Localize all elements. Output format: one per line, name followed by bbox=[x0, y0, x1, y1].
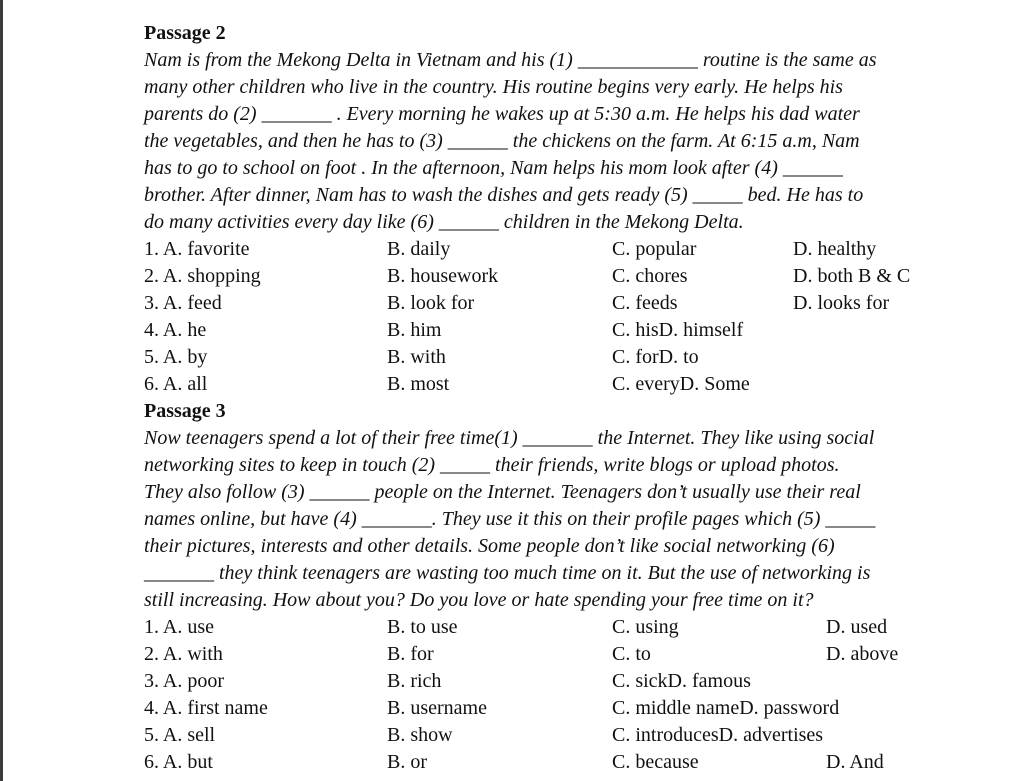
option-c: C. everyD. Some bbox=[612, 373, 750, 395]
option-b: B. show bbox=[387, 724, 453, 746]
option-c: C. forD. to bbox=[612, 346, 699, 368]
option-c: C. popular bbox=[612, 238, 697, 260]
passage-3-heading: Passage 3 bbox=[144, 400, 226, 422]
option-c: C. because bbox=[612, 751, 699, 773]
passage-3-line: They also follow (3) ______ people on the Internet. Teenagers don’t usually use their real bbox=[144, 481, 861, 503]
option-a: 6. A. but bbox=[144, 751, 213, 773]
option-b: B. daily bbox=[387, 238, 451, 260]
option-a: 4. A. first name bbox=[144, 697, 268, 719]
passage-3-question-row bbox=[144, 641, 944, 668]
option-d: D. And bbox=[826, 751, 884, 773]
option-c: C. feeds bbox=[612, 292, 678, 314]
option-b: B. to use bbox=[387, 616, 458, 638]
passage-2-line: Nam is from the Mekong Delta in Vietnam and his (1) ____________ routine is the same as bbox=[144, 49, 877, 71]
page-left-border bbox=[0, 0, 3, 781]
option-b: B. username bbox=[387, 697, 487, 719]
option-a: 4. A. he bbox=[144, 319, 207, 341]
passage-3-section bbox=[144, 398, 944, 776]
passage-3-question-row bbox=[144, 668, 944, 695]
option-a: 6. A. all bbox=[144, 373, 208, 395]
passage-3-question-row bbox=[144, 614, 944, 641]
option-d: D. both B & C bbox=[793, 265, 911, 287]
option-a: 5. A. by bbox=[144, 346, 208, 368]
option-b: B. or bbox=[387, 751, 427, 773]
passage-2-line: has to go to school on foot . In the afternoon, Nam helps his mom look after (4) ______ bbox=[144, 157, 843, 179]
passage-2-question-row bbox=[144, 371, 944, 398]
option-c: C. introducesD. advertises bbox=[612, 724, 824, 746]
option-a: 1. A. favorite bbox=[144, 238, 250, 260]
passage-3-question-row bbox=[144, 749, 944, 776]
option-d: D. healthy bbox=[793, 238, 877, 260]
option-d: D. looks for bbox=[793, 292, 890, 314]
passage-2-question-row bbox=[144, 344, 944, 371]
passage-2-question-row bbox=[144, 290, 944, 317]
option-c: C. hisD. himself bbox=[612, 319, 744, 341]
option-c: C. to bbox=[612, 643, 651, 665]
option-b: B. rich bbox=[387, 670, 442, 692]
worksheet-page bbox=[144, 20, 944, 776]
option-b: B. housework bbox=[387, 265, 499, 287]
passage-2-question-row bbox=[144, 317, 944, 344]
passage-3-line: their pictures, interests and other details. Some people don’t like social networking (6) bbox=[144, 535, 835, 557]
passage-2-question-row bbox=[144, 236, 944, 263]
passage-2-heading: Passage 2 bbox=[144, 22, 226, 44]
option-b: B. with bbox=[387, 346, 446, 368]
option-a: 1. A. use bbox=[144, 616, 214, 638]
option-c: C. middle nameD. password bbox=[612, 697, 840, 719]
option-d: D. above bbox=[826, 643, 899, 665]
option-a: 3. A. feed bbox=[144, 292, 222, 314]
passage-2-section bbox=[144, 20, 944, 398]
passage-3-line: networking sites to keep in touch (2) _____ their friends, write blogs or upload photos. bbox=[144, 454, 840, 476]
passage-2-line: the vegetables, and then he has to (3) ______ the chickens on the farm. At 6:15 a.m, Nam bbox=[144, 130, 860, 152]
passage-2-line: do many activities every day like (6) ______ children in the Mekong Delta. bbox=[144, 211, 744, 233]
option-d: D. used bbox=[826, 616, 888, 638]
passage-2-question-row bbox=[144, 263, 944, 290]
option-a: 3. A. poor bbox=[144, 670, 224, 692]
option-b: B. most bbox=[387, 373, 450, 395]
option-c: C. using bbox=[612, 616, 679, 638]
passage-3-line: still increasing. How about you? Do you love or hate spending your free time on it? bbox=[144, 589, 814, 611]
option-b: B. him bbox=[387, 319, 442, 341]
passage-3-question-row bbox=[144, 722, 944, 749]
passage-2-line: parents do (2) _______ . Every morning he wakes up at 5:30 a.m. He helps his dad water bbox=[144, 103, 860, 125]
passage-3-question-row bbox=[144, 695, 944, 722]
passage-3-line: names online, but have (4) _______. They use it this on their profile pages which (5) _____ bbox=[144, 508, 876, 530]
option-a: 2. A. with bbox=[144, 643, 223, 665]
option-b: B. for bbox=[387, 643, 434, 665]
option-b: B. look for bbox=[387, 292, 475, 314]
passage-3-line: _______ they think teenagers are wasting too much time on it. But the use of networking is bbox=[144, 562, 871, 584]
option-a: 2. A. shopping bbox=[144, 265, 261, 287]
option-c: C. chores bbox=[612, 265, 688, 287]
passage-2-line: many other children who live in the country. His routine begins very early. He helps his bbox=[144, 76, 843, 98]
passage-3-line: Now teenagers spend a lot of their free time(1) _______ the Internet. They like using social bbox=[144, 427, 875, 449]
option-a: 5. A. sell bbox=[144, 724, 216, 746]
option-c: C. sickD. famous bbox=[612, 670, 751, 692]
passage-2-line: brother. After dinner, Nam has to wash the dishes and gets ready (5) _____ bed. He has to bbox=[144, 184, 864, 206]
